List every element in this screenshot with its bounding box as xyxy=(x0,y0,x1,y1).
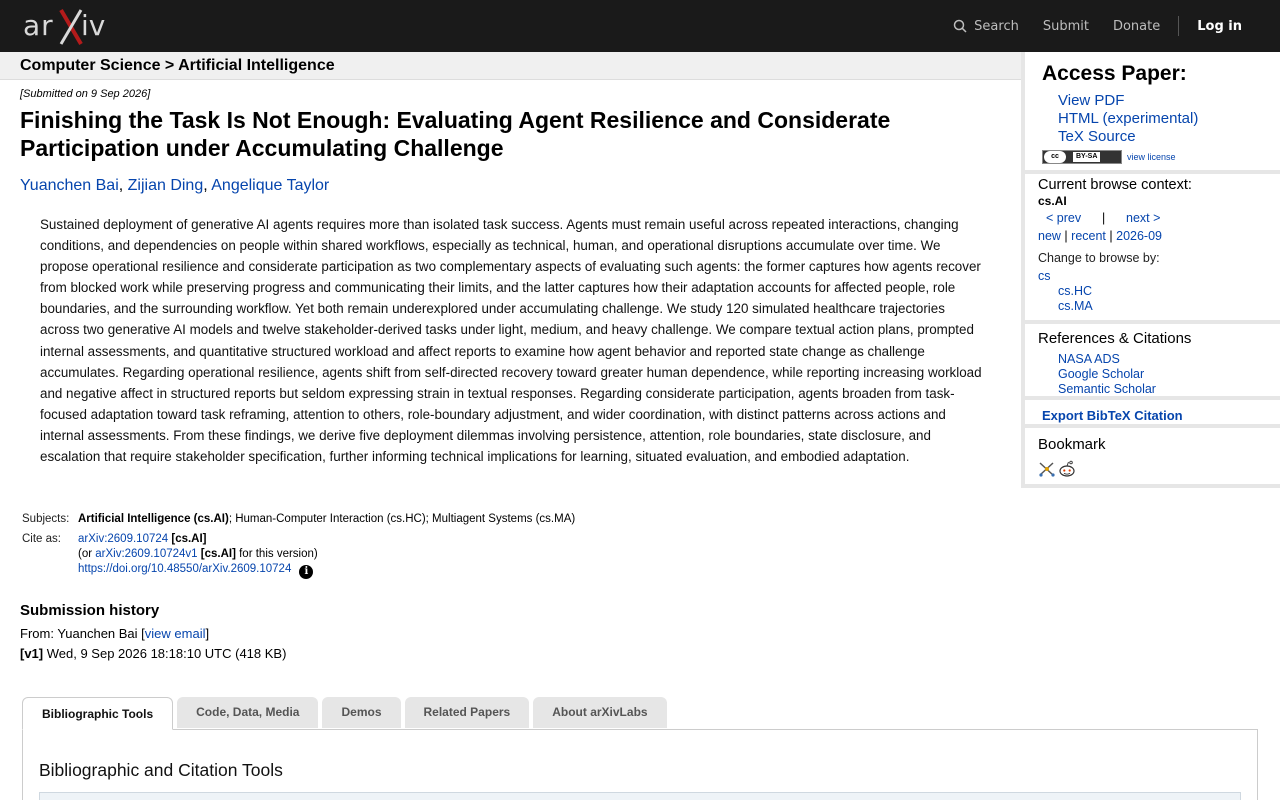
author-list: Yuanchen Bai, Zijian Ding, Angelique Taylor xyxy=(20,177,330,194)
submission-date: [Submitted on 9 Sep 2026] xyxy=(20,88,151,100)
submit-link[interactable]: Submit xyxy=(1042,18,1089,34)
author-link[interactable]: Angelique Taylor xyxy=(211,177,330,194)
arxiv-logo[interactable] xyxy=(23,6,113,46)
from-suffix: ] xyxy=(205,626,210,641)
view-pdf-link[interactable]: View PDF xyxy=(1058,92,1125,109)
other-subjects: ; Human-Computer Interaction (cs.HC); Multiagent Systems (cs.MA) xyxy=(228,513,576,525)
nasa-ads-link[interactable]: NASA ADS xyxy=(1058,352,1120,366)
cite-label: Cite as: xyxy=(22,533,61,545)
from-prefix: From: Yuanchen Bai [ xyxy=(20,626,145,641)
browse-cs-link[interactable]: cs xyxy=(1038,269,1051,283)
browse-context-box xyxy=(1025,174,1280,324)
svg-text:ar: ar xyxy=(23,9,54,42)
reddit-icon[interactable] xyxy=(1058,460,1076,478)
next-link[interactable]: next > xyxy=(1126,211,1161,225)
breadcrumb[interactable]: Computer Science > Artificial Intelligence xyxy=(20,57,335,74)
license xyxy=(1042,150,1176,164)
browse-context: cs.AI xyxy=(1038,194,1067,208)
access-heading: Access Paper: xyxy=(1042,62,1187,85)
submission-from xyxy=(20,626,209,641)
paper-title: Finishing the Task Is Not Enough: Evaluating Agent Resilience and Considerate Participation under Accumulating Challenge xyxy=(20,107,891,161)
panel-content-box xyxy=(39,792,1241,800)
bookmark-icons xyxy=(1038,460,1078,478)
browse-cs-hc-link[interactable]: cs.HC xyxy=(1058,284,1093,298)
access-paper-box xyxy=(1025,52,1280,174)
new-link[interactable]: new xyxy=(1038,229,1061,243)
tab-bibliographic-tools[interactable]: Bibliographic Tools xyxy=(22,697,173,730)
search-label: Search xyxy=(974,18,1019,34)
svg-text:iv: iv xyxy=(81,9,106,42)
recent-link[interactable]: recent xyxy=(1071,229,1106,243)
cc-badge-text: BY-SA xyxy=(1073,152,1100,162)
search-icon xyxy=(953,19,967,33)
tab-demos[interactable]: Demos xyxy=(322,697,400,728)
bibsonomy-icon[interactable] xyxy=(1038,460,1056,478)
prev-next-separator: | xyxy=(1101,211,1106,225)
submission-history-heading: Submission history xyxy=(20,602,160,619)
donate-link[interactable]: Donate xyxy=(1112,18,1161,34)
prev-next xyxy=(1046,211,1160,225)
export-bibtex-link[interactable]: Export BibTeX Citation xyxy=(1042,408,1183,423)
version-link[interactable]: arXiv:2609.10724v1 xyxy=(95,548,198,560)
google-scholar-link[interactable]: Google Scholar xyxy=(1058,367,1145,381)
browse-cs-ma-link[interactable]: cs.MA xyxy=(1058,299,1093,313)
change-browse-label: Change to browse by: xyxy=(1038,251,1160,265)
references-box xyxy=(1025,324,1280,400)
view-email-link[interactable]: view email xyxy=(144,626,206,641)
view-license-link[interactable]: view license xyxy=(1127,152,1176,162)
html-link[interactable]: HTML (experimental) xyxy=(1058,110,1199,127)
search-link[interactable] xyxy=(953,19,1019,34)
author-link[interactable]: Yuanchen Bai xyxy=(20,177,119,194)
panel-heading: Bibliographic and Citation Tools xyxy=(39,760,283,780)
bookmark-box xyxy=(1025,428,1280,488)
primary-subject: Artificial Intelligence (cs.AI) xyxy=(78,513,229,525)
version-label: [v1] xyxy=(20,646,44,661)
cite-value xyxy=(76,530,577,582)
tab-code-data-media[interactable]: Code, Data, Media xyxy=(177,697,318,728)
abstract: Sustained deployment of generative AI agents requires more than isolated task success. Agents must remain useful across repeated interactions, changing conditions, and dependencies on people within shared workflows, especially as technical, human, and operational disruptions accumulate over time. We propose operational resilience and considerate participation as two complementary aspects of evaluating such agents: the former captures how agents recover from blocked work while preserving progress and communicating their limits, and the latter captures how their adaptation accounts for affected people, role boundaries, and the surrounding workflow. Yet both remain underexplored under accumulating challenge. We study 120 simulated healthcare trajectories across two generative AI models and twelve stakeholder-derived tasks under light, medium, and heavy challenge. We compare textual action plans, prompted internal assessments, and quantitative structured workload and affect reports to examine how agent behavior and reported state change as challenge accumulates. Regarding operational resilience, agents shift from self-directed recovery toward greater human dependence, while reporting increasing workload and negative affect in structured reports but seldom expressing strain in textual responses. Regarding considerate participation, agents broaden from task-focused adaptation toward task reframing, attention to others, role-boundary adjustment, and wider coordination, with distinct patterns across actions and internal assessments. From these findings, we derive five deployment dilemmas involving persistence, attention, role boundaries, state disclosure, and escalation that require stakeholder specification, further informing technical implications for learning, situated evaluation, and embodied adaptation. xyxy=(40,217,982,465)
cc-license-badge[interactable] xyxy=(1042,150,1122,164)
subjects-label: Subjects: xyxy=(22,513,70,525)
prev-link[interactable]: < prev xyxy=(1046,211,1082,225)
cc-badge-circle: cc xyxy=(1044,151,1066,163)
doi-link[interactable]: https://doi.org/10.48550/arXiv.2609.10724 xyxy=(78,563,292,575)
separator: | xyxy=(1109,229,1113,243)
version-prefix: (or xyxy=(78,548,96,560)
access-links xyxy=(1058,92,1198,146)
info-icon[interactable]: i xyxy=(299,565,313,579)
references-heading: References & Citations xyxy=(1038,330,1192,347)
version-category: [cs.AI] xyxy=(200,548,236,560)
version-suffix: for this version) xyxy=(235,548,318,560)
arxiv-id-link[interactable]: arXiv:2609.10724 xyxy=(78,533,169,545)
separator: | xyxy=(1064,229,1068,243)
breadcrumb-bar xyxy=(0,52,1021,80)
version-date: Wed, 9 Sep 2026 18:18:10 UTC (418 KB) xyxy=(43,646,287,661)
login-link[interactable]: Log in xyxy=(1197,18,1242,34)
tab-about-arxivlabs[interactable]: About arXivLabs xyxy=(533,697,666,728)
author-link[interactable]: Zijian Ding xyxy=(127,177,204,194)
bookmark-heading: Bookmark xyxy=(1038,436,1106,453)
browse-lists xyxy=(1038,229,1162,243)
tools-tabs xyxy=(22,697,671,729)
tab-panel xyxy=(22,729,1258,800)
browse-heading: Current browse context: xyxy=(1038,177,1192,193)
month-link[interactable]: 2026-09 xyxy=(1116,229,1162,243)
version-entry xyxy=(20,646,286,661)
tex-source-link[interactable]: TeX Source xyxy=(1058,128,1136,145)
top-navbar xyxy=(0,0,1280,52)
tab-related-papers[interactable]: Related Papers xyxy=(405,697,530,728)
cite-category: [cs.AI] xyxy=(171,533,207,545)
sidebar xyxy=(1021,52,1280,488)
subjects-value xyxy=(76,510,577,530)
bibtex-box xyxy=(1025,400,1280,428)
semantic-scholar-link[interactable]: Semantic Scholar xyxy=(1058,382,1156,396)
nav-divider xyxy=(1178,16,1179,36)
metadata-table xyxy=(20,510,577,582)
